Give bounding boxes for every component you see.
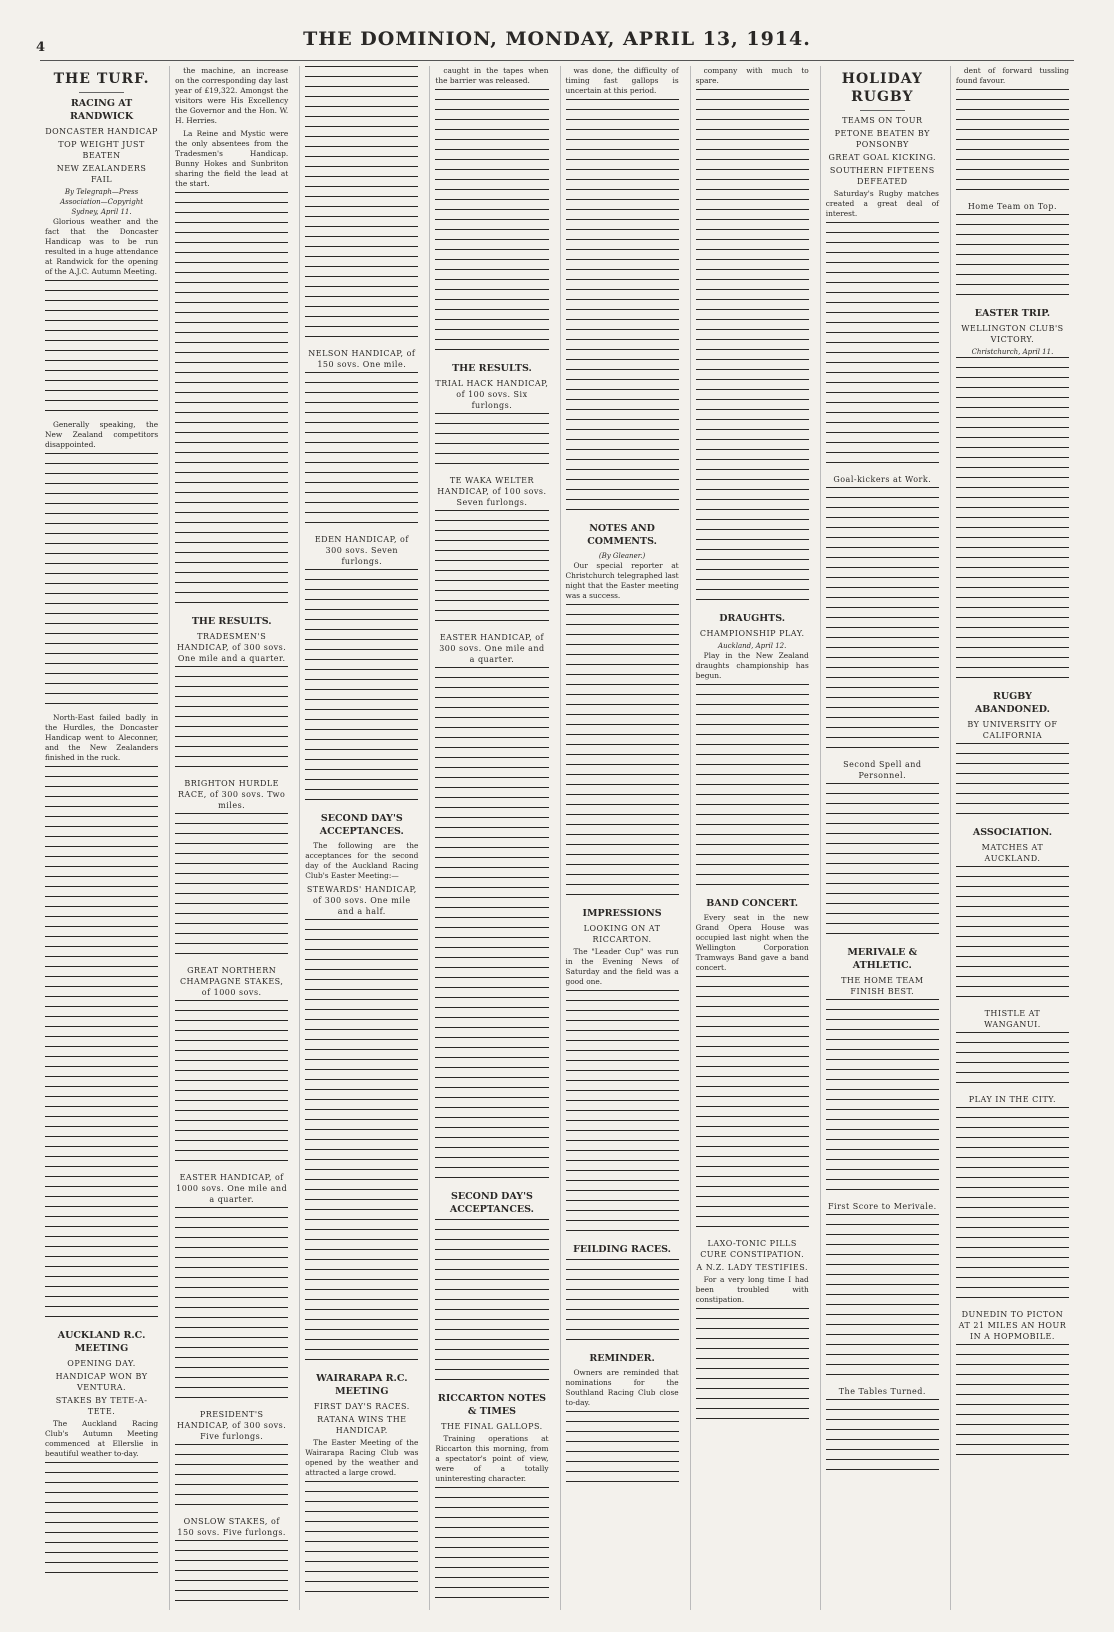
subheadline: NEW ZEALANDERS FAIL	[56, 164, 147, 184]
text-block	[696, 684, 809, 894]
text-block	[305, 919, 418, 1369]
subheadline: TOP WEIGHT JUST BEATEN	[58, 140, 145, 160]
headline: IMPRESSIONS	[582, 908, 662, 919]
subheadline: DUNEDIN TO PICTON AT 21 MILES AN HOUR IN A HOPMOBILE.	[958, 1310, 1067, 1341]
crosshead: The Tables Turned.	[838, 1387, 926, 1396]
text-block	[435, 1219, 548, 1389]
column-1	[40, 66, 163, 1610]
section-title: THE TURF.	[53, 71, 150, 87]
text-block	[175, 192, 288, 612]
subheadline: PETONE BEATEN BY PONSONBY	[834, 129, 930, 149]
text-block	[956, 214, 1069, 304]
text-block	[305, 66, 418, 346]
subheadline: SOUTHERN FIFTEENS DEFEATED	[829, 166, 935, 186]
article-paragraph: Every seat in the new Grand Opera House was occupied last night when the Wellington Corporation Tramways Band gave a band concert.	[695, 913, 809, 972]
headline: FEILDING RACES.	[573, 1244, 671, 1255]
article-paragraph: Owners are reminded that nominations for the Southland Racing Club close to-day.	[565, 1368, 679, 1407]
crosshead: Second Spell and Personnel.	[843, 760, 922, 780]
advert-heading: LAXO-TONIC PILLS CURE CONSTIPATION.	[700, 1239, 805, 1259]
race-heading: GREAT NORTHERN CHAMPAGNE STAKES, of 1000 sovs.	[179, 966, 284, 997]
headline: WAIRARAPA R.C. MEETING	[316, 1373, 408, 1397]
article-paragraph: La Reine and Mystic were the only absentees from the Tradesmen's Handicap. Bunny Hokes and Sunbriton sharing the field the lead at the start.	[175, 129, 289, 188]
masthead: THE DOMINION, MONDAY, APRIL 13, 1914.	[303, 28, 811, 50]
subheadline: THISTLE AT WANGANUI.	[984, 1009, 1041, 1029]
headline: REMINDER.	[589, 1353, 655, 1364]
text-block	[956, 1344, 1069, 1464]
text-block	[956, 89, 1069, 199]
text-block	[175, 1540, 288, 1610]
race-heading: EASTER HANDICAP, of 300 sovs. One mile and a quarter.	[439, 633, 545, 664]
crosshead: Home Team on Top.	[967, 202, 1058, 211]
text-block	[175, 1207, 288, 1407]
text-block	[826, 487, 939, 757]
subheadline: THE FINAL GALLOPS.	[441, 1422, 543, 1431]
article-paragraph: was done, the difficulty of timing fast gallops is uncertain at this period.	[565, 66, 679, 95]
text-block	[566, 990, 679, 1240]
text-block	[45, 280, 158, 420]
page-number: 4	[36, 40, 46, 55]
headline: RUGBY ABANDONED.	[974, 691, 1050, 715]
columns	[40, 66, 1074, 1610]
headline: AUCKLAND R.C. MEETING	[57, 1330, 146, 1354]
subheadline: OPENING DAY.	[67, 1359, 136, 1368]
text-block	[435, 1487, 548, 1607]
subheadline: BY UNIVERSITY OF CALIFORNIA	[967, 720, 1058, 740]
headline: ASSOCIATION.	[972, 827, 1053, 838]
dateline: Christchurch, April 11.	[971, 348, 1054, 356]
subheadline: GREAT GOAL KICKING.	[828, 153, 937, 162]
text-block	[696, 89, 809, 609]
text-block	[435, 413, 548, 473]
subheadline: HANDICAP WON BY VENTURA.	[55, 1372, 148, 1392]
masthead-rule	[40, 60, 1074, 61]
article-paragraph: The following are the acceptances for the second day of the Auckland Racing Club's Easter Meeting:—	[305, 841, 419, 880]
text-block	[435, 667, 548, 1187]
headline: SECOND DAY'S ACCEPTANCES.	[449, 1191, 534, 1215]
race-heading: NELSON HANDICAP, of 150 sovs. One mile.	[308, 349, 416, 369]
text-block	[826, 783, 939, 943]
headline: BAND CONCERT.	[706, 898, 799, 909]
dateline: Auckland, April 12.	[718, 642, 787, 650]
text-block	[305, 569, 418, 809]
race-heading: TRADESMEN'S HANDICAP, of 300 sovs. One mile and a quarter.	[177, 632, 287, 663]
article-paragraph: The Auckland Racing Club's Autumn Meeting commenced at Ellerslie in beautiful weather to-day.	[45, 1419, 159, 1458]
text-block	[305, 1481, 418, 1601]
column-8	[950, 66, 1074, 1610]
column-4	[429, 66, 553, 1610]
divider	[79, 92, 124, 93]
text-block	[826, 1399, 939, 1479]
text-block	[45, 453, 158, 713]
headline: THE RESULTS.	[452, 363, 532, 374]
article-paragraph: The Easter Meeting of the Wairarapa Racing Club was opened by the weather and attracted a large crowd.	[305, 1438, 419, 1477]
column-6	[690, 66, 814, 1610]
text-block	[956, 743, 1069, 823]
article-paragraph: Glorious weather and the fact that the Doncaster Handicap was to be run resulted in a huge attendance at Randwick for the opening of the A.J.C. Autumn Meeting.	[45, 217, 159, 276]
headline: RICCARTON NOTES & TIMES	[437, 1393, 546, 1417]
crosshead: First Score to Merivale.	[827, 1202, 937, 1211]
text-block	[435, 89, 548, 359]
race-heading: STEWARDS' HANDICAP, of 300 sovs. One mile and a half.	[306, 885, 417, 916]
race-heading: ONSLOW STAKES, of 150 sovs. Five furlongs.	[177, 1517, 286, 1537]
text-block	[956, 357, 1069, 687]
text-block	[175, 666, 288, 776]
divider	[860, 110, 905, 111]
race-heading: BRIGHTON HURDLE RACE, of 300 sovs. Two miles.	[178, 779, 286, 810]
headline: RACING AT RANDWICK	[70, 98, 134, 122]
headline: NOTES AND COMMENTS.	[587, 523, 657, 547]
article-paragraph: North-East failed badly in the Hurdles, the Doncaster Handicap went to Aleconner, and the New Zealanders finished in the ruck.	[45, 713, 159, 762]
article-paragraph: the machine, an increase on the corresponding day last year of £19,322. Amongst the visitors were His Excellency the Governor and the Hon. W. H. Herries.	[175, 66, 289, 125]
text-block	[566, 1411, 679, 1491]
advert-text: For a very long time I had been troubled with constipation.	[695, 1275, 809, 1304]
headline: MERIVALE & ATHLETIC.	[847, 947, 918, 971]
subheadline: RATANA WINS THE HANDICAP.	[317, 1415, 407, 1435]
text-block	[45, 1462, 158, 1582]
subheadline: MATCHES AT AUCKLAND.	[981, 843, 1044, 863]
text-block	[175, 813, 288, 963]
headline: THE RESULTS.	[191, 616, 272, 627]
advert-subheading: A N.Z. LADY TESTIFIES.	[696, 1263, 808, 1272]
text-block	[956, 1107, 1069, 1307]
article-paragraph: dent of forward tussling found favour.	[955, 66, 1069, 85]
subheadline: PLAY IN THE CITY.	[968, 1095, 1057, 1104]
text-block	[826, 222, 939, 472]
subheadline: CHAMPIONSHIP PLAY.	[699, 629, 805, 638]
headline: SECOND DAY'S ACCEPTANCES.	[319, 813, 404, 837]
text-block	[45, 766, 158, 1326]
race-heading: TRIAL HACK HANDICAP, of 100 sovs. Six furlongs.	[435, 379, 549, 410]
text-block	[696, 1308, 809, 1428]
text-block	[566, 99, 679, 519]
subheadline: FIRST DAY'S RACES.	[313, 1402, 410, 1411]
byline: (By Gleaner.)	[598, 552, 646, 560]
subheadline: WELLINGTON CLUB'S VICTORY.	[961, 324, 1064, 344]
article-paragraph: Play in the New Zealand draughts championship has begun.	[695, 651, 809, 680]
text-block	[305, 372, 418, 532]
article-paragraph: Our special reporter at Christchurch telegraphed last night that the Easter meeting was a success.	[565, 561, 679, 600]
subheadline: LOOKING ON AT RICCARTON.	[583, 924, 661, 944]
subheadline: DONCASTER HANDICAP	[45, 127, 158, 136]
subheadline: THE HOME TEAM FINISH BEST.	[841, 976, 924, 996]
article-paragraph: company with much to spare.	[695, 66, 809, 85]
column-7	[820, 66, 944, 1610]
section-title: HOLIDAY RUGBY	[841, 71, 923, 105]
race-heading: PRESIDENT'S HANDICAP, of 300 sovs. Five furlongs.	[177, 1410, 287, 1441]
text-block	[566, 1259, 679, 1349]
column-5	[560, 66, 684, 1610]
text-block	[435, 510, 548, 630]
article-paragraph: Generally speaking, the New Zealand competitors disappointed.	[45, 420, 159, 449]
race-heading: TE WAKA WELTER HANDICAP, of 100 sovs. Seven furlongs.	[437, 476, 547, 507]
dateline: Sydney, April 11.	[71, 208, 132, 216]
byline: By Telegraph—Press Association—Copyright	[60, 188, 144, 206]
article-paragraph: caught in the tapes when the barrier was released.	[435, 66, 549, 85]
subheadline: STAKES BY TETE-A-TETE.	[55, 1396, 148, 1416]
article-paragraph: Saturday's Rugby matches created a great deal of interest.	[825, 189, 939, 218]
text-block	[826, 999, 939, 1199]
text-block	[696, 976, 809, 1236]
race-heading: EDEN HANDICAP, of 300 sovs. Seven furlongs.	[314, 535, 409, 566]
text-block	[566, 604, 679, 904]
text-block	[826, 1214, 939, 1384]
column-3	[299, 66, 423, 1610]
headline: EASTER TRIP.	[974, 308, 1051, 319]
headline: DRAUGHTS.	[719, 613, 786, 624]
column-2	[169, 66, 293, 1610]
race-heading: EASTER HANDICAP, of 1000 sovs. One mile and a quarter.	[176, 1173, 288, 1204]
crosshead: Goal-kickers at Work.	[833, 475, 932, 484]
text-block	[175, 1000, 288, 1170]
article-paragraph: Training operations at Riccarton this morning, from a spectator's point of view, were of a totally uninteresting character.	[435, 1434, 549, 1483]
subheadline: TEAMS ON TOUR	[842, 116, 923, 125]
text-block	[956, 866, 1069, 1006]
article-paragraph: The "Leader Cup" was run in the Evening News of Saturday and the field was a good one.	[565, 947, 679, 986]
text-block	[175, 1444, 288, 1514]
text-block	[956, 1032, 1069, 1092]
